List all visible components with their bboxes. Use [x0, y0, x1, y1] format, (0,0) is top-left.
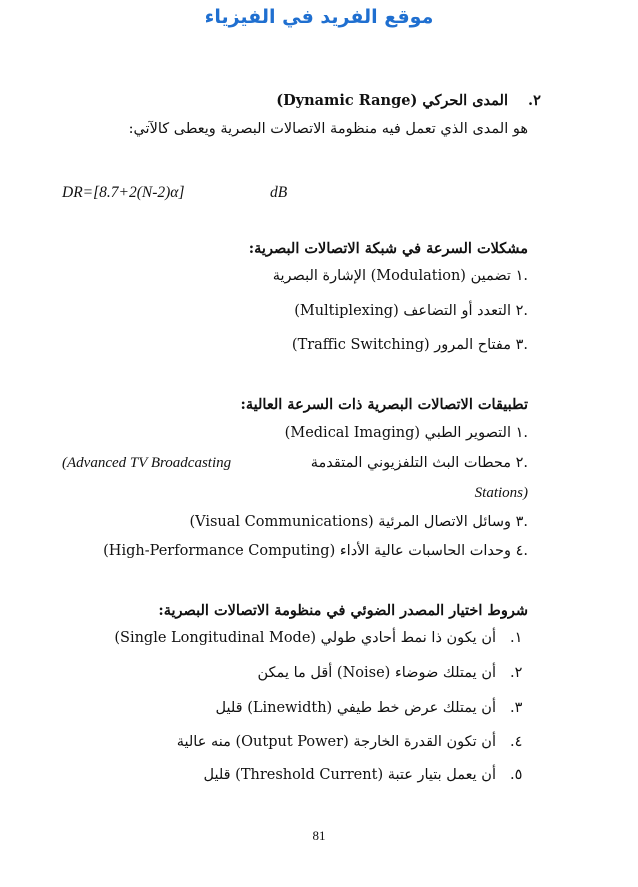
list-item: .٣ مفتاح المرور (Traffic Switching) [291, 337, 528, 353]
definition-text: هو المدى الذي تعمل فيه منظومة الاتصالات البصرية ويعطى كالآتي: [128, 121, 528, 137]
section-title: المدى الحركي (Dynamic Range) [276, 92, 508, 109]
formula-unit: dB [270, 184, 288, 201]
list-item: أن يكون ذا نمط أحادي طولي (Single Longitudinal Mode) [114, 630, 496, 646]
list-number: .١ [510, 630, 523, 646]
list-item: أن يمتلك ضوضاء (Noise) أقل ما يمكن [257, 665, 496, 681]
site-title: موقع الفريد في الفيزياء [204, 6, 434, 28]
list-number: .٣ [510, 700, 523, 716]
section-number: .٢ [528, 92, 541, 109]
list-number: .٢ [510, 665, 523, 681]
list-item: .٤ وحدات الحاسبات عالية الأداء (High-Performance Computing) [103, 543, 528, 559]
list-item: .٢ محطات البث التلفزيوني المتقدمة [310, 455, 528, 471]
page-number: 81 [312, 828, 326, 843]
list-item: أن يمتلك عرض خط طيفي (Linewidth) قليل [215, 700, 496, 716]
list-item: .١ التصوير الطبي (Medical Imaging) [284, 425, 528, 441]
source-conditions-heading: شروط اختيار المصدر الضوئي في منظومة الاتصالات البصرية: [158, 602, 528, 619]
list-item: .٢ التعدد أو التضاعف (Multiplexing) [294, 303, 528, 319]
list-item: .٣ وسائل الاتصال المرئية (Visual Communications) [189, 514, 528, 530]
list-item: أن يعمل بتيار عتبة (Threshold Current) قليل [203, 767, 496, 783]
list-number: .٤ [510, 734, 523, 750]
speed-problems-heading: مشكلات السرعة في شبكة الاتصالات البصرية: [248, 240, 528, 257]
applications-item-2-english: (Advanced TV Broadcasting [62, 455, 232, 471]
applications-item-2-english-cont: Stations) [474, 485, 528, 501]
applications-heading: تطبيقات الاتصالات البصرية ذات السرعة العالية: [240, 396, 528, 413]
list-item: أن تكون القدرة الخارجة (Output Power) منه عالية [176, 734, 496, 750]
list-number: .٥ [510, 767, 523, 783]
dynamic-range-formula: DR=[8.7+2(N-2)α] [62, 184, 185, 201]
list-item: .١ تضمين (Modulation) الإشارة البصرية [272, 268, 528, 284]
